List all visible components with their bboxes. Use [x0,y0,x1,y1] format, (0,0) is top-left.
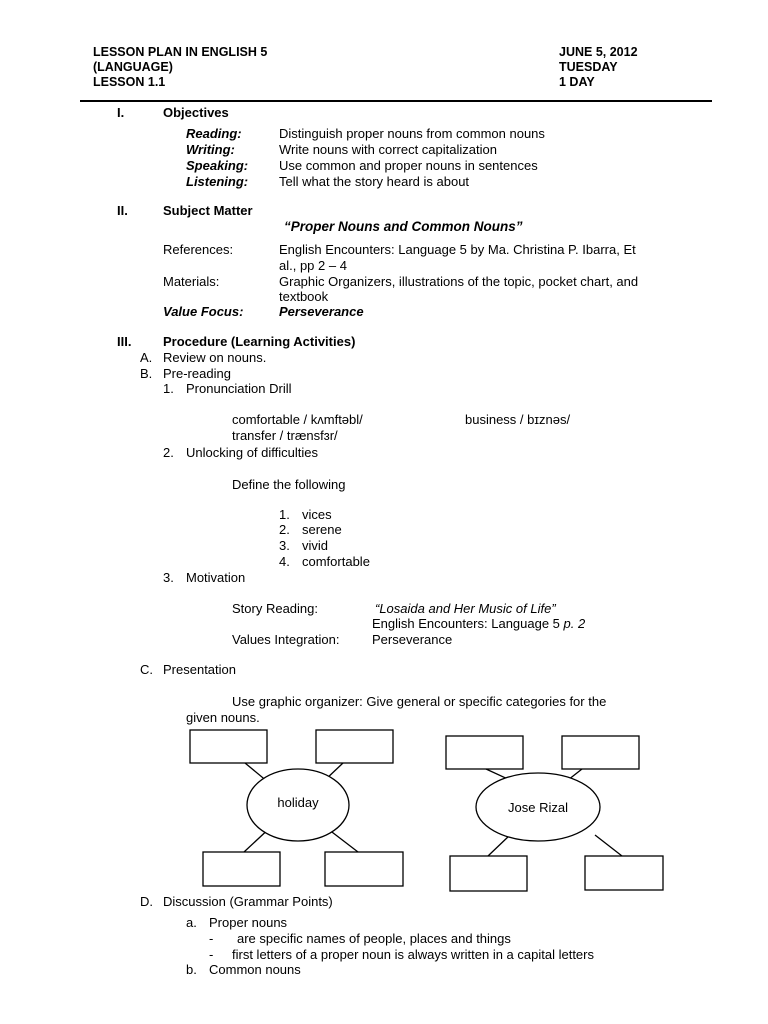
step-b1-marker: 1. [163,381,174,396]
step-a-marker: A. [140,350,153,365]
step-b1-text: Pronunciation Drill [186,381,292,396]
organizer-box [316,730,393,763]
drill-word-transfer: transfer / trænsfɜr/ [232,428,338,443]
lesson-day: TUESDAY [559,60,618,74]
story-source-book: English Encounters: Language 5 [372,616,560,631]
story-title: “Losaida and Her Music of Life” [375,601,556,616]
lesson-date: JUNE 5, 2012 [559,45,638,59]
step-c-marker: C. [140,662,153,677]
step-b-text: Pre-reading [163,366,231,381]
step-d-text: Discussion (Grammar Points) [163,894,333,909]
organizer-instruction-line1: Use graphic organizer: Give general or specific categories for the [232,694,607,709]
objectives-heading: Objectives [163,105,229,120]
step-b2-text: Unlocking of difficulties [186,445,318,460]
organizer-center-jose-rizal: Jose Rizal [508,800,568,815]
values-integration-label: Values Integration: [232,632,340,647]
section-numeral-3: III. [117,334,132,349]
drill-word-comfortable: comfortable / kʌmftəbl/ [232,412,363,427]
bullet-dash: - [209,931,214,946]
lesson-title-line3: LESSON 1.1 [93,75,166,89]
objective-text-listening: Tell what the story heard is about [279,174,470,189]
step-d-marker: D. [140,894,153,909]
define-item-num: 2. [279,522,290,537]
define-item-num: 1. [279,507,290,522]
section-numeral-1: I. [117,105,125,120]
objective-text-writing: Write nouns with correct capitalization [279,142,497,157]
materials-line2: textbook [279,289,329,304]
define-item-word: vivid [302,538,329,553]
define-item-num: 4. [279,554,290,569]
lesson-duration: 1 DAY [559,75,595,89]
value-focus-text: Perseverance [279,304,364,319]
objective-label-writing: Writing: [186,142,235,157]
step-b-marker: B. [140,366,153,381]
step-db-marker: b. [186,962,197,977]
objective-label-listening: Listening: [186,174,249,189]
materials-label: Materials: [163,274,220,289]
step-b3-text: Motivation [186,570,246,585]
references-line2: al., pp 2 – 4 [279,258,347,273]
step-b2-marker: 2. [163,445,174,460]
step-c-text: Presentation [163,662,236,677]
drill-word-business: business / bɪznəs/ [465,412,571,427]
connector-line [488,835,510,856]
connector-line [595,835,622,856]
organizer-center-holiday: holiday [277,795,319,810]
objective-label-speaking: Speaking: [186,158,249,173]
organizer-box [585,856,663,890]
step-db-text: Common nouns [209,962,301,977]
objective-label-reading: Reading: [186,126,242,141]
value-focus-label: Value Focus: [163,304,244,319]
values-integration-text: Perseverance [372,632,453,647]
define-instruction: Define the following [232,477,346,492]
organizer-instruction-line2: given nouns. [186,710,260,725]
organizer-box [446,736,523,769]
references-line1: English Encounters: Language 5 by Ma. Christina P. Ibarra, Et [279,242,636,257]
objective-text-reading: Distinguish proper nouns from common nouns [279,126,545,141]
define-item-word: comfortable [302,554,370,569]
step-da-marker: a. [186,915,197,930]
subject-matter-heading: Subject Matter [163,203,253,218]
lesson-title-line1: LESSON PLAN IN ENGLISH 5 [93,45,268,59]
objective-text-speaking: Use common and proper nouns in sentences [279,158,538,173]
organizer-box [562,736,639,769]
step-da-text: Proper nouns [209,915,288,930]
define-item-num: 3. [279,538,290,553]
bullet-dash: - [209,947,214,962]
connector-line [328,829,358,852]
step-a-text: Review on nouns. [163,350,267,365]
story-reading-label: Story Reading: [232,601,318,616]
procedure-heading: Procedure (Learning Activities) [163,334,356,349]
organizer-box [325,852,403,886]
section-numeral-2: II. [117,203,128,218]
organizer-box [190,730,267,763]
subject-topic: “Proper Nouns and Common Nouns” [284,219,523,234]
organizer-box [203,852,280,886]
define-item-word: vices [302,507,332,522]
story-source-page: p. 2 [563,616,586,631]
proper-noun-point-1: are specific names of people, places and things [237,931,511,946]
lesson-title-line2: (LANGUAGE) [93,60,173,74]
references-label: References: [163,242,234,257]
define-item-word: serene [302,522,342,537]
organizer-box [450,856,527,891]
materials-line1: Graphic Organizers, illustrations of the topic, pocket chart, and [279,274,639,289]
proper-noun-point-2: first letters of a proper noun is always written in a capital letters [232,947,594,962]
step-b3-marker: 3. [163,570,174,585]
